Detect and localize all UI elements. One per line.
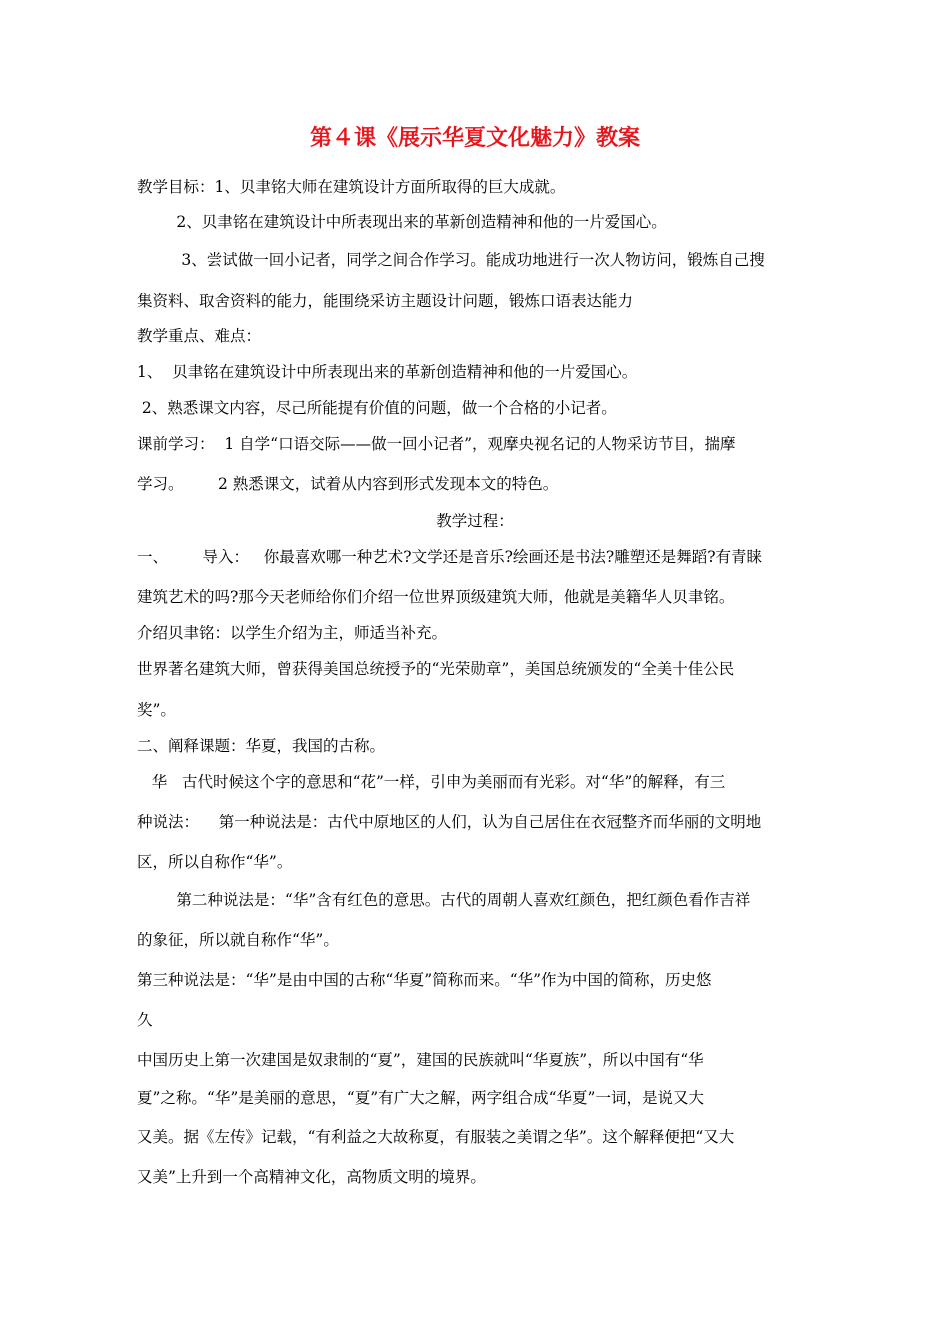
- text-line: 2、熟悉课文内容，尽己所能提有价值的问题，做一个合格的小记者。: [137, 399, 617, 417]
- section-heading: 教学过程：: [436, 512, 514, 530]
- text-line: 中国历史上第一次建国是奴隶制的“夏”，建国的民族就叫“华夏族”，所以中国有“华: [137, 1051, 704, 1069]
- text-line: 集资料、取舍资料的能力，能围绕采访主题设计问题，锻炼口语表达能力: [137, 292, 634, 310]
- text-line: 1、 贝聿铭在建筑设计中所表现出来的革新创造精神和他的一片爱国心。: [137, 363, 638, 381]
- text-line: 华 古代时候这个字的意思和“花”一样，引申为美丽而有光彩。对“华”的解释，有三: [137, 773, 726, 791]
- text-line: 课前学习： 1 自学“口语交际——做一回小记者”，观摩央视名记的人物采访节目，揣摩: [137, 435, 736, 453]
- document-title: 第４课《展示华夏文化魅力》教案: [309, 126, 640, 151]
- text-line: 的象征，所以就自称作“华”。: [137, 931, 339, 949]
- text-line: 3、尝试做一回小记者，同学之间合作学习。能成功地进行一次人物访问，锻炼自己搜: [137, 251, 765, 269]
- text-line: 第二种说法是：“华”含有红色的意思。古代的周朝人喜欢红颜色，把红颜色看作吉祥: [137, 891, 751, 909]
- text-line: 夏”之称。“华”是美丽的意思，“夏”有广大之解，两字组合成“华夏”一词，是说又大: [137, 1089, 704, 1107]
- text-line: 种说法： 第一种说法是：古代中原地区的人们，认为自己居住在衣冠整齐而华丽的文明地: [137, 813, 762, 831]
- text-line: 世界著名建筑大师，曾获得美国总统授予的“光荣勋章”，美国总统颁发的“全美十佳公民: [137, 660, 735, 678]
- text-line: 介绍贝聿铭：以学生介绍为主，师适当补充。: [137, 624, 448, 642]
- text-line: 一、 导入： 你最喜欢哪一种艺术?文学还是音乐?绘画还是书法?雕塑还是舞蹈?有青睐: [137, 548, 763, 566]
- text-line: 二、阐释课题：华夏，我国的古称。: [137, 737, 386, 755]
- text-line: 第三种说法是：“华”是由中国的古称“华夏”简称而来。“华”作为中国的简称，历史悠: [137, 971, 712, 989]
- text-line: 教学重点、难点：: [137, 327, 262, 345]
- text-line: 奖”。: [137, 701, 176, 719]
- text-line: 又美。据《左传》记载，“有利益之大故称夏，有服装之美谓之华”。这个解释便把“又大: [137, 1128, 735, 1146]
- text-line: 学习。 2 熟悉课文，试着从内容到形式发现本文的特色。: [137, 475, 559, 493]
- text-line: 区，所以自称作“华”。: [137, 853, 293, 871]
- text-line: 建筑艺术的吗?那今天老师给你们介绍一位世界顶级建筑大师，他就是美籍华人贝聿铭。: [137, 588, 735, 606]
- text-line: 久: [137, 1011, 153, 1029]
- text-line: 又美”上升到一个高精神文化，高物质文明的境界。: [137, 1168, 486, 1186]
- text-line: 2、贝聿铭在建筑设计中所表现出来的革新创造精神和他的一片爱国心。: [137, 213, 667, 231]
- text-line: 教学目标：1、贝聿铭大师在建筑设计方面所取得的巨大成就。: [137, 178, 566, 196]
